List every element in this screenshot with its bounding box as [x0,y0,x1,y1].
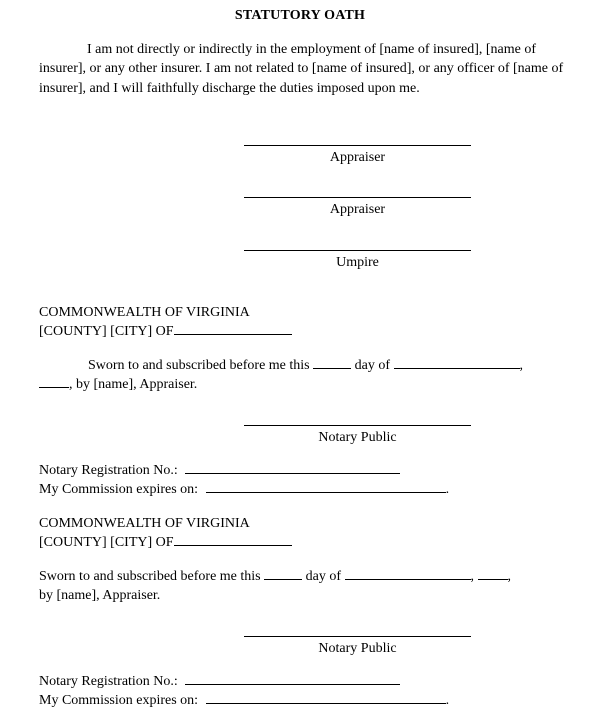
block2-registration [39,674,400,690]
block2-registration-label: Notary Registration No.: [39,674,178,689]
block2-sworn-line2: by [name], Appraiser. [39,588,161,603]
block2-sworn-text-c: , [470,569,475,584]
block2-county-city-label: [COUNTY] [CITY] OF [39,535,174,550]
umpire-signature-line[interactable] [244,250,471,251]
block2-day-blank[interactable] [264,578,302,580]
block1-registration-label: Notary Registration No.: [39,463,178,478]
block2-notary-signature-line[interactable] [244,636,471,637]
block1-sworn-text-d: , by [name], Appraiser. [69,377,198,392]
block1-state: COMMONWEALTH OF VIRGINIA [39,305,250,320]
block1-month-blank[interactable] [394,367,520,369]
block1-sworn-text-a: Sworn to and subscribed before me this [88,358,310,373]
document-title: STATUTORY OATH [234,8,366,23]
block1-commission-end: . [445,482,450,497]
block1-sworn-text-c: , [519,358,524,373]
block2-sworn-line1 [39,569,511,585]
block1-registration-blank[interactable] [185,472,400,474]
block2-county-city-blank[interactable] [174,544,292,546]
umpire-label: Umpire [336,255,379,270]
block1-sworn-line1 [88,358,523,374]
block2-sworn-text-b: day of [305,569,342,584]
block2-month-blank[interactable] [345,578,471,580]
block2-commission-label: My Commission expires on: [39,693,199,708]
oath-paragraph: I am not directly or indirectly in the employment of [name of insured], [name of insurer], or any other insurer. I am not related to [name of insured], or any officer of [name of insurer], and I will faithfully discharge the duties imposed upon me. [39,42,564,96]
block1-sworn-line2 [39,377,197,393]
block2-sworn-text-a: Sworn to and subscribed before me this [39,569,261,584]
block2-year-blank[interactable] [478,578,508,580]
block1-county-city-label: [COUNTY] [CITY] OF [39,324,174,339]
block2-commission-end: . [445,693,450,708]
block2-commission [39,693,449,709]
appraiser-1-signature-line[interactable] [244,145,471,146]
block1-sworn-text-b: day of [354,358,391,373]
block1-registration [39,463,400,479]
block2-state: COMMONWEALTH OF VIRGINIA [39,516,250,531]
block1-commission-blank[interactable] [206,491,446,493]
block1-notary-signature-line[interactable] [244,425,471,426]
block1-day-blank[interactable] [313,367,351,369]
block2-sworn-text-d: , [507,569,512,584]
block2-county-city [39,535,292,551]
block1-commission-label: My Commission expires on: [39,482,199,497]
block1-county-city-blank[interactable] [174,333,292,335]
block2-commission-blank[interactable] [206,702,446,704]
appraiser-2-signature-line[interactable] [244,197,471,198]
appraiser-2-label: Appraiser [329,202,386,217]
block1-commission [39,482,449,498]
block2-registration-blank[interactable] [185,683,400,685]
block1-year-blank[interactable] [39,386,69,388]
block1-county-city [39,324,292,340]
block1-notary-label: Notary Public [318,430,397,445]
block2-notary-label: Notary Public [318,641,397,656]
appraiser-1-label: Appraiser [329,150,386,165]
